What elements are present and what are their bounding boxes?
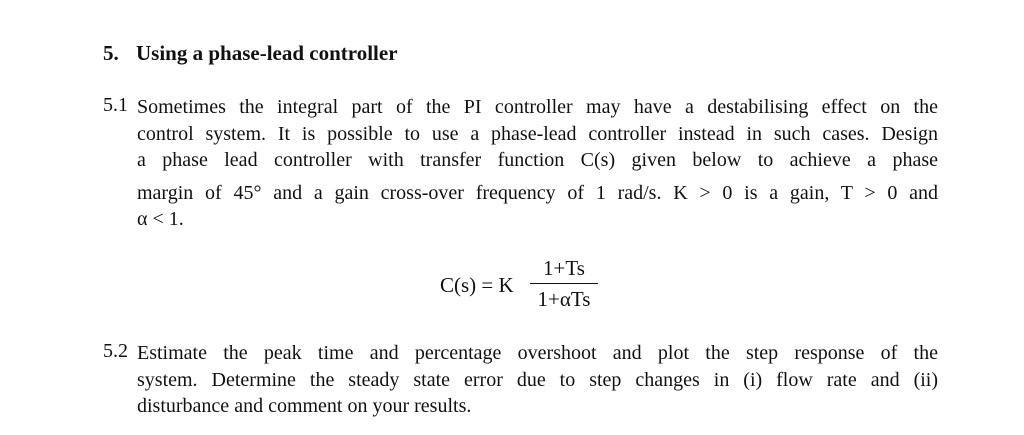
item-5-2-line: Estimate the peak time and percentage overshoot and plot the step response of the <box>137 342 938 364</box>
fraction-bar <box>530 283 598 284</box>
section-heading <box>103 41 398 66</box>
formula-numerator: 1+Ts <box>543 256 585 280</box>
item-5-2-line: system. Determine the steady state error due to step changes in (i) flow rate and (ii) <box>137 368 938 391</box>
formula-fraction <box>530 255 598 312</box>
item-5-2-paragraph <box>137 340 938 420</box>
formula-lhs: C(s) = K <box>440 273 514 297</box>
item-5-2-line: disturbance and comment on your results. <box>137 395 472 417</box>
item-5-2-number: 5.2 <box>103 340 128 362</box>
item-5-1-line: α < 1. <box>137 208 184 230</box>
item-5-1-line: control system. It is possible to use a phase-lead controller instead in such cases. Design <box>137 122 938 145</box>
section-title: Using a phase-lead controller <box>136 41 398 65</box>
section-number: 5. <box>103 41 119 65</box>
item-5-1-number: 5.1 <box>103 94 128 116</box>
item-5-1-paragraph <box>137 94 938 233</box>
item-5-1-line: Sometimes the integral part of the PI controller may have a destabilising effect on the <box>137 96 938 118</box>
item-5-1-line: a phase lead controller with transfer function C(s) given below to achieve a phase <box>137 149 938 171</box>
formula-denominator: 1+αTs <box>537 287 591 311</box>
item-5-1-line: margin of 45° and a gain cross-over frequency of 1 rad/s. K > 0 is a gain, T > 0 and <box>137 181 938 204</box>
